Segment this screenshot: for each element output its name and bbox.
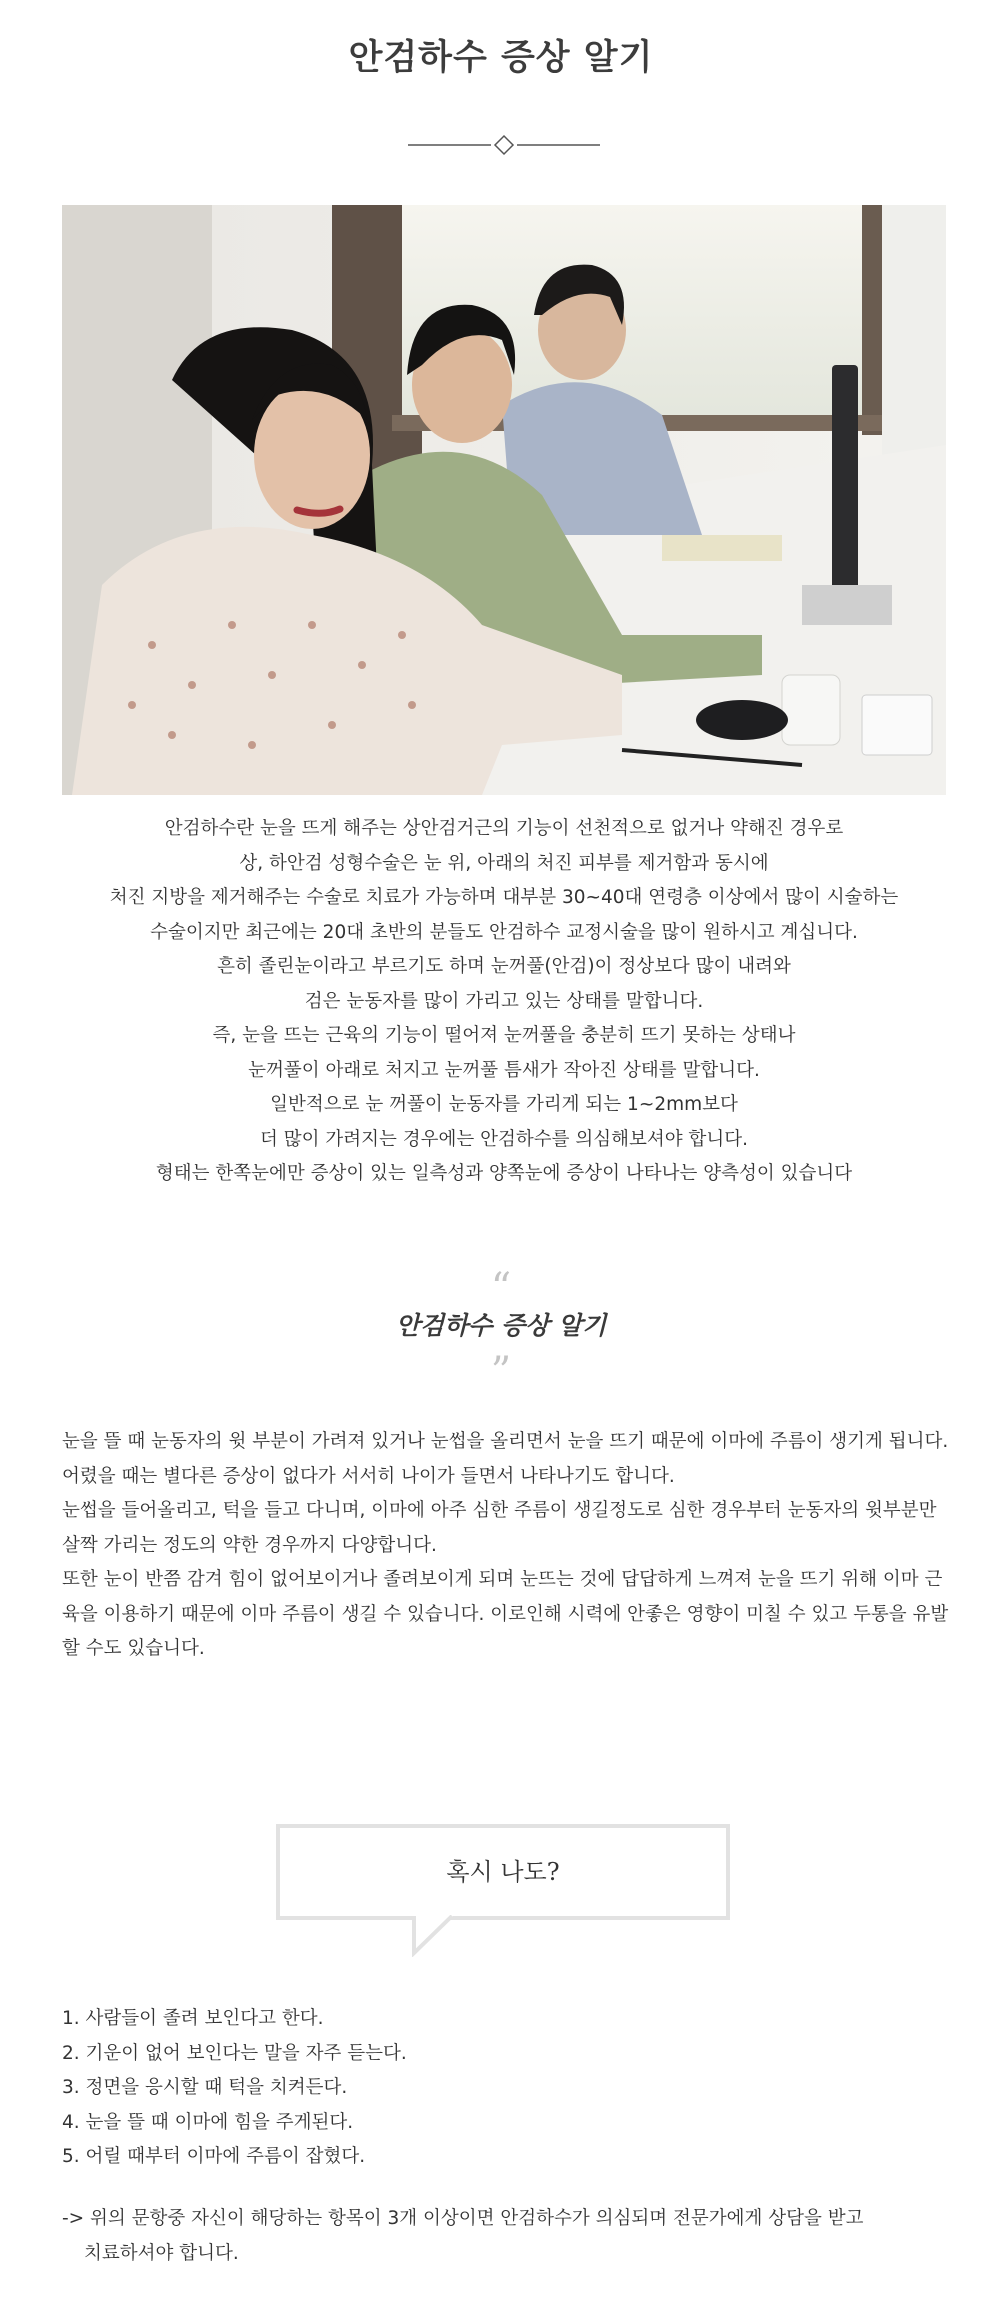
intro-line: 흔히 졸린눈이라고 부르기도 하며 눈꺼풀(안검)이 정상보다 많이 내려와	[217, 956, 791, 977]
open-quote-icon: “	[490, 1265, 512, 1311]
checklist-note	[62, 2202, 942, 2271]
diamond-icon	[495, 136, 513, 154]
intro-line: 일반적으로 눈 꺼풀이 눈동자를 가리게 되는 1~2mm보다	[270, 1094, 738, 1115]
list-item: 4. 눈을 뜰 때 이마에 힘을 주게된다.	[62, 2111, 354, 2133]
list-item: 5. 어릴 때부터 이마에 주름이 잡혔다.	[62, 2146, 366, 2167]
intro-line: 검은 눈동자를 많이 가리고 있는 상태를 말합니다.	[304, 990, 704, 1012]
intro-line: 처진 지방을 제거해주는 수술로 치료가 가능하며 대부분 30~40대 연령층 이상에서 많이 시술하는	[109, 887, 899, 908]
note-line: 치료하셔야 합니다.	[84, 2242, 239, 2264]
intro-line: 안검하수란 눈을 뜨게 해주는 상안검거근의 기능이 선천적으로 없거나 약해진 경우로	[164, 818, 844, 839]
page-title: 안검하수 증상 알기	[348, 38, 654, 78]
intro-text	[62, 812, 946, 1192]
speech-bubble	[276, 1824, 730, 1920]
intro-line: 수술이지만 최근에는 20대 초반의 분들도 안검하수 교정시술을 많이 원하시고 계십니다.	[150, 921, 858, 943]
intro-line: 상, 하안검 성형수술은 눈 위, 아래의 처진 피부를 제거함과 동시에	[239, 852, 769, 874]
speech-bubble-tail	[410, 1915, 456, 1957]
body-paragraph: 또한 눈이 반쯤 감겨 힘이 없어보이거나 졸려보이게 되며 눈뜨는 것에 답답하게 느껴져 눈을 뜨기 위해 이마 근육을 이용하기 때문에 이마 주름이 생길 수 있습니다. 이로인해 시력에 안좋은 영향이 미칠 수 있고 두통을 유발할 수도 있습니다.	[62, 1569, 949, 1659]
note-line: -> 위의 문항중 자신이 해당하는 항목이 3개 이상이면 안검하수가 의심되며 전문가에게 상담을 받고	[62, 2208, 864, 2229]
intro-line: 더 많이 가려지는 경우에는 안검하수를 의심해보셔야 합니다.	[260, 1128, 748, 1150]
intro-line: 눈꺼풀이 아래로 처지고 눈꺼풀 틈새가 작아진 상태를 말합니다.	[248, 1059, 760, 1081]
intro-line: 즉, 눈을 뜨는 근육의 기능이 떨어져 눈꺼풀을 충분히 뜨기 못하는 상태나	[212, 1025, 796, 1046]
list-item: 1. 사람들이 졸려 보인다고 한다.	[62, 2008, 324, 2029]
office-photo-illustration	[62, 205, 946, 795]
title-divider	[408, 134, 600, 156]
quote-title: 안검하수 증상 알기	[395, 1311, 607, 1340]
list-item: 3. 정면을 응시할 때 턱을 치켜든다.	[62, 2077, 348, 2098]
self-check-list	[62, 2002, 407, 2175]
checklist-heading: 혹시 나도?	[446, 1858, 560, 1886]
list-item: 2. 기운이 없어 보인다는 말을 자주 듣는다.	[62, 2042, 407, 2064]
intro-line: 형태는 한쪽눈에만 증상이 있는 일측성과 양쪽눈에 증상이 나타나는 양측성이 있습니다	[155, 1163, 853, 1184]
hero-image	[62, 205, 946, 795]
body-paragraph: 눈썹을 들어올리고, 턱을 들고 다니며, 이마에 아주 심한 주름이 생길정도로 심한 경우부터 눈동자의 윗부분만 살짝 가리는 정도의 약한 경우까지 다양합니다.	[62, 1500, 937, 1556]
body-paragraph: 눈을 뜰 때 눈동자의 윗 부분이 가려져 있거나 눈썹을 올리면서 눈을 뜨기 때문에 이마에 주름이 생기게 됩니다. 어렸을 때는 별다른 증상이 없다가 서서히 나이가 들면서 나타나기도 합니다.	[62, 1431, 949, 1487]
close-quote-icon: ”	[490, 1349, 512, 1395]
symptom-description	[62, 1425, 950, 1667]
